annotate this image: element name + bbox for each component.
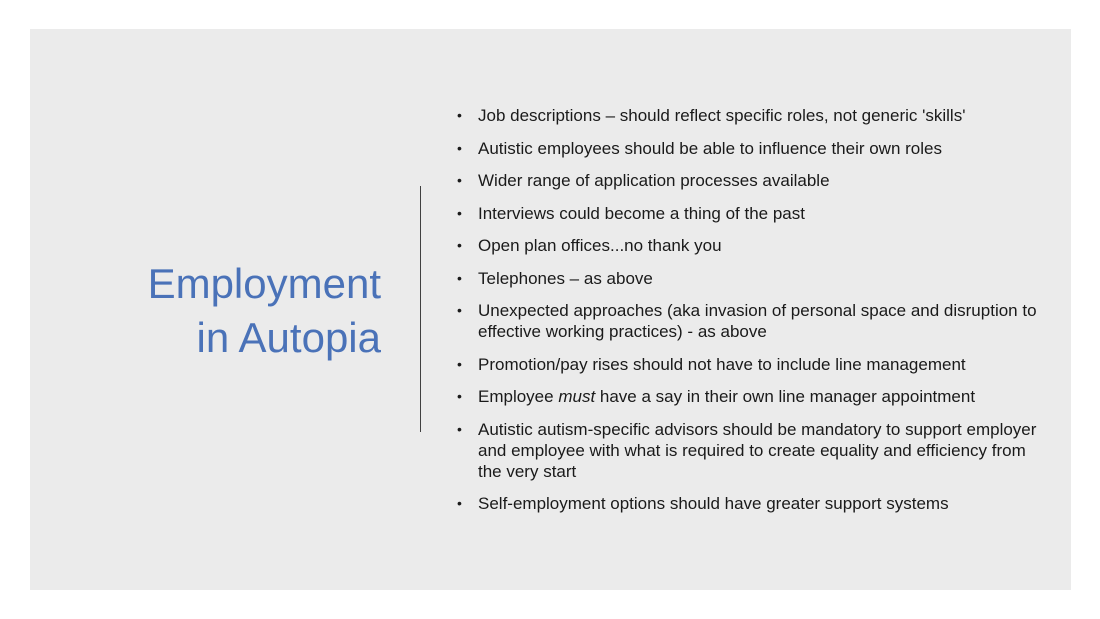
bullet-text-after: have a say in their own line manager appointment [595, 387, 976, 406]
bullet-item [456, 268, 1046, 289]
bullet-glyph: • [457, 172, 462, 188]
slide-title [148, 257, 381, 365]
bullet-item [456, 386, 1046, 407]
bullet-glyph: • [457, 237, 462, 253]
bullet-text: Promotion/pay rises should not have to include line management [478, 354, 966, 374]
bullet-text: Autistic employees should be able to influence their own roles [478, 138, 942, 158]
bullet-item [456, 493, 1046, 514]
bullet-item [456, 105, 1046, 126]
slide-title-line-2: in Autopia [196, 314, 381, 361]
bullet-text: Open plan offices...no thank you [478, 236, 722, 255]
bullet-text: Autistic autism-specific advisors should be mandatory to support employer and employee with what is required to create equality and efficiency from the very start [478, 419, 1037, 481]
bullet-text: Telephones – as above [478, 268, 653, 288]
bullet-glyph: • [457, 269, 462, 286]
bullet-item [456, 235, 1046, 256]
bullet-glyph: • [457, 302, 462, 318]
bullet-text-emphasis: must [558, 387, 596, 406]
bullet-glyph: • [457, 204, 462, 221]
bullet-glyph: • [457, 388, 462, 404]
bullet-glyph: • [457, 420, 462, 437]
slide-title-line-1: Employment [147, 260, 381, 307]
bullet-glyph: • [457, 107, 462, 123]
bullet-glyph: • [457, 139, 462, 156]
bullet-text: Unexpected approaches (aka invasion of personal space and disruption to effective working practices) - as above [478, 301, 1037, 341]
bullet-item [456, 138, 1046, 159]
bullet-text: Job descriptions – should reflect specific roles, not generic 'skills' [478, 106, 966, 125]
slide [30, 29, 1071, 590]
bullet-item [456, 170, 1046, 191]
bullet-item [456, 354, 1046, 375]
bullet-item [456, 300, 1046, 342]
bullet-glyph: • [457, 355, 462, 372]
bullet-text: Wider range of application processes available [478, 171, 830, 190]
bullet-text-before: Employee [478, 387, 559, 406]
vertical-divider [420, 186, 421, 432]
bullet-item [456, 203, 1046, 224]
bullet-glyph: • [457, 495, 462, 511]
bullet-item [456, 419, 1046, 482]
bullet-list [456, 105, 1046, 526]
bullet-text: Interviews could become a thing of the past [478, 203, 805, 223]
bullet-text: Self-employment options should have greater support systems [478, 494, 949, 513]
